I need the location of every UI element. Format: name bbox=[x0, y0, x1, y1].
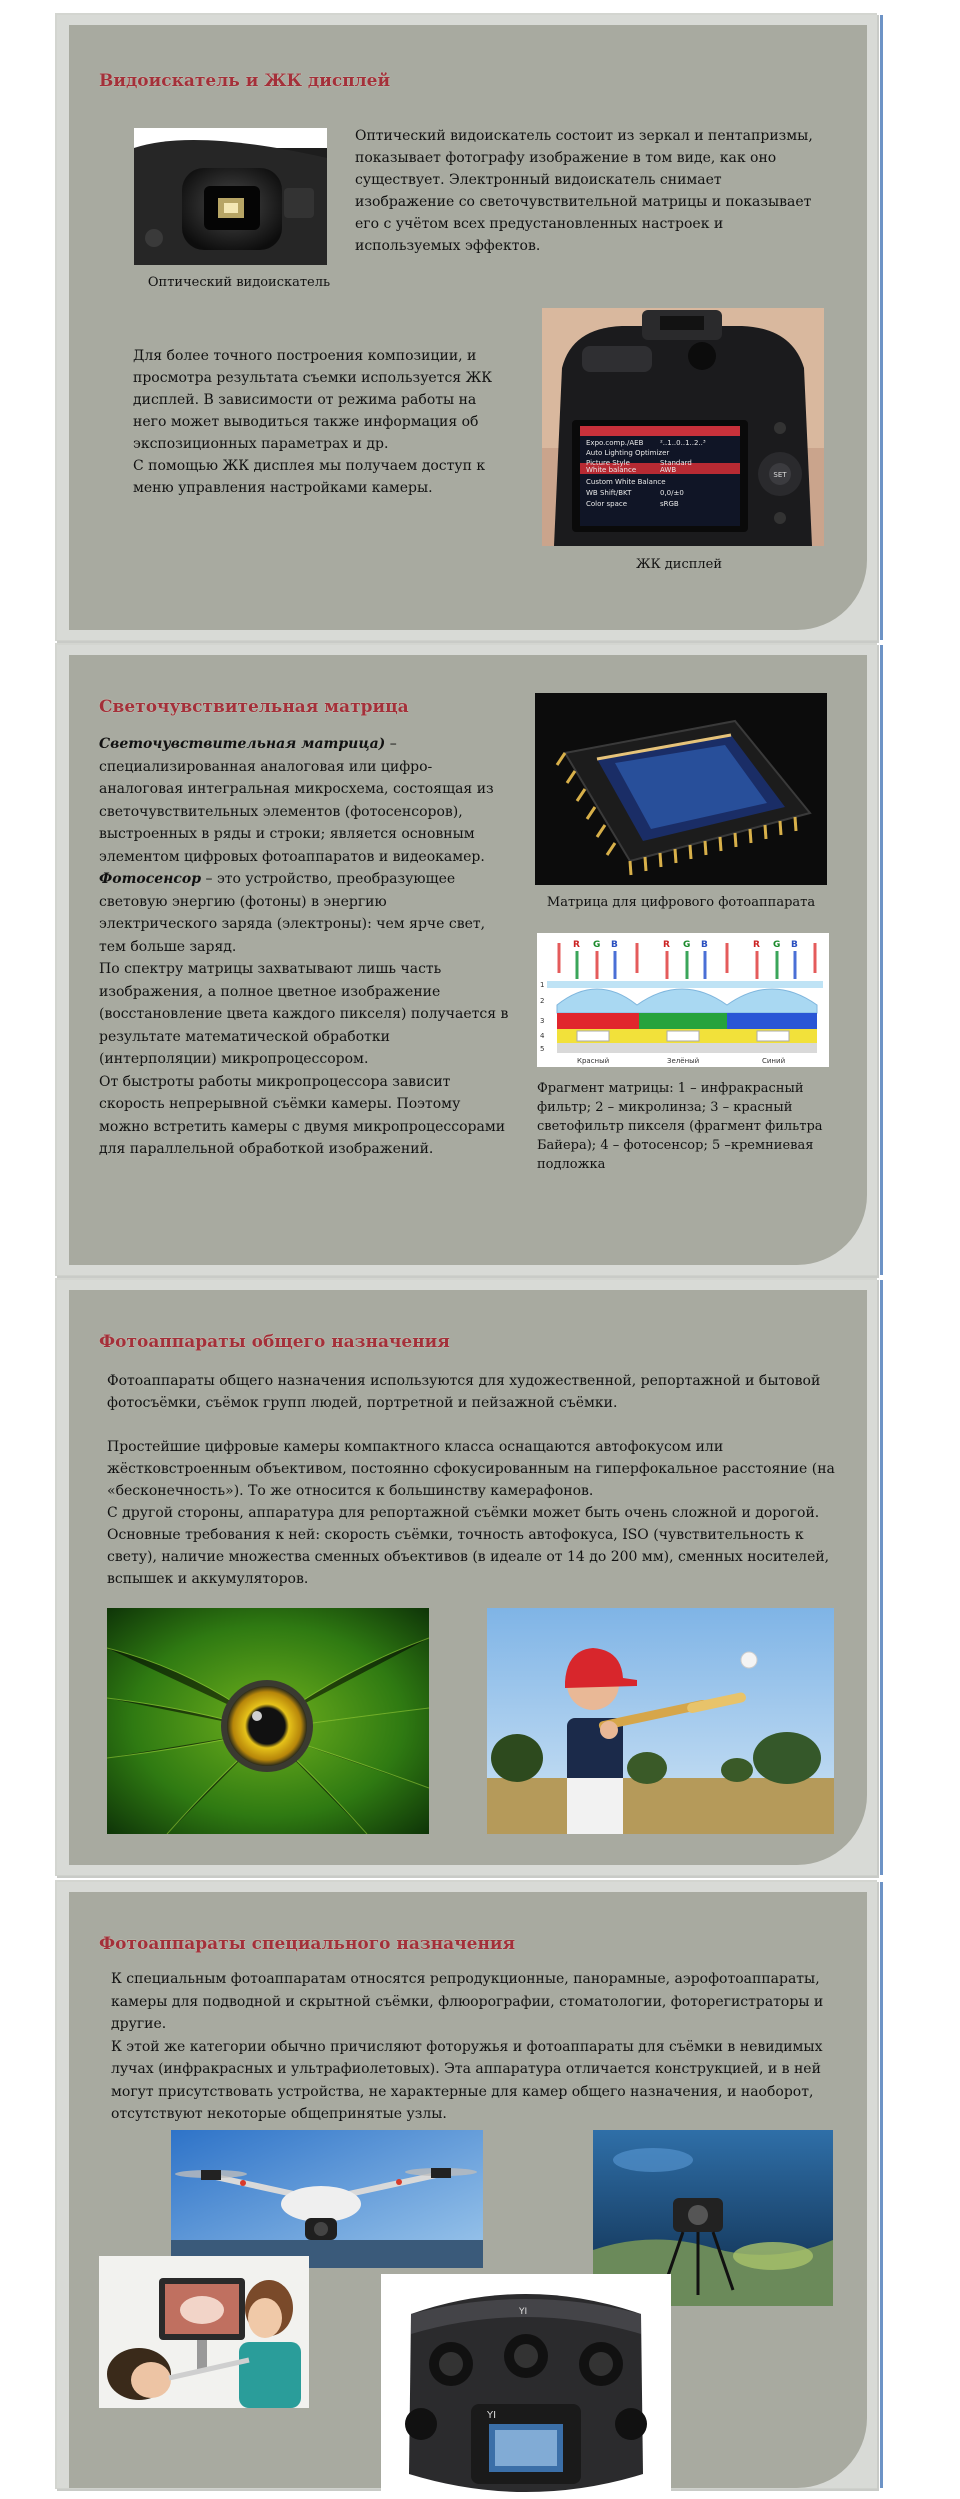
pixel-label: Красный bbox=[577, 1057, 610, 1065]
slide-sensor bbox=[55, 643, 877, 1276]
dental-camera-photo bbox=[99, 2256, 309, 2408]
layer-number: 4 bbox=[540, 1032, 545, 1040]
bayer-diagram bbox=[537, 933, 829, 1067]
ray-letter: G bbox=[773, 940, 781, 950]
sensor-definition bbox=[99, 733, 509, 868]
ray-letter: B bbox=[701, 940, 708, 950]
ray-letter: R bbox=[663, 940, 670, 950]
lcd-menu-value: Standard bbox=[660, 459, 692, 467]
ray-letter: R bbox=[573, 940, 580, 950]
slide-edge bbox=[880, 15, 883, 640]
layer-number: 3 bbox=[540, 1017, 545, 1025]
lcd-menu-row: Custom White Balance bbox=[586, 478, 666, 486]
slide-title: Фотоаппараты специального назначения bbox=[99, 1934, 516, 1954]
lcd-menu-row: Picture Style bbox=[586, 459, 630, 467]
rig-brand: YI bbox=[487, 2410, 497, 2421]
def-matrix: – специализированная аналоговая или цифро-аналоговая интегральная микросхема, состоящая из светочувствительных элементов (фотосенсоров), выстроенных в ряды и строки; является основным элементом цифровых фотоаппаратов и видеокамер. bbox=[99, 736, 494, 865]
slide-title: Светочувствительная матрица bbox=[99, 697, 409, 717]
sensor-text bbox=[99, 733, 509, 1161]
lcd-menu-row: White balance bbox=[586, 466, 637, 474]
special-paragraph-1: К специальным фотоаппаратам относятся репродукционные, панорамные, аэрофотоаппараты, камеры для подводной и скрытной съёмки, флюорографии, стоматологии, фоторегистраторы и другие. bbox=[111, 1971, 824, 2032]
photosensor-definition bbox=[99, 868, 509, 958]
viewfinder-paragraph: Оптический видоискатель состоит из зеркал и пентапризмы, показывает фотографу изображение в том виде, как оно существует. Электронный видоискатель снимает изображение со светочувствительной матрицы и показывает его с учётом всех предустановленных настроек и используемых эффектов. bbox=[355, 128, 813, 254]
slide-general-cameras bbox=[55, 1278, 877, 1876]
slide-title: Фотоаппараты общего назначения bbox=[99, 1332, 450, 1352]
lcd-paragraph: Для более точного построения композиции, и просмотра результата съемки используется ЖК дисплей. В зависимости от режима работы на него может выводиться также информация об экспозиционных параметрах и др. bbox=[133, 348, 493, 452]
spacer bbox=[107, 1414, 852, 1436]
general-paragraph-1: Фотоаппараты общего назначения используются для художественной, репортажной и бытовой фотосъёмки, съёмок групп людей, портретной и пейзажной съёмки. bbox=[107, 1373, 821, 1411]
lcd-menu-row: WB Shift/BKT bbox=[586, 489, 632, 497]
lcd-menu-row: Expo.comp./AEB bbox=[586, 439, 644, 447]
lcd-paragraph-2: С помощью ЖК дисплея мы получаем доступ к меню управления настройками камеры. bbox=[133, 458, 486, 496]
lcd-menu-row: Color space bbox=[586, 500, 628, 508]
bayer-caption: Фрагмент матрицы: 1 – инфракрасный фильтр; 2 – микролинза; 3 – красный светофильтр пикселя (фрагмент фильтра Байера); 4 – фотосенсор; 5 –кремниевая подложка bbox=[537, 1081, 823, 1172]
spectrum-paragraph: По спектру матрицы захватывают лишь часть изображения, а полное цветное изображение (восстановление цвета каждого пикселя) получается в результате математической обработки (интерполяции) микропроцессором. bbox=[99, 961, 509, 1067]
lcd-camera-photo bbox=[542, 308, 824, 546]
slide-edge bbox=[880, 645, 883, 1275]
ray-letter: B bbox=[611, 940, 618, 950]
lcd-menu-value: AWB bbox=[660, 466, 677, 474]
slide-special-cameras bbox=[55, 1880, 877, 2489]
rig-brand-top: YI bbox=[519, 2307, 528, 2317]
360-rig-photo bbox=[381, 2274, 671, 2499]
slide-frame bbox=[69, 655, 867, 1265]
general-text bbox=[107, 1370, 852, 1590]
slide-title: Видоискатель и ЖК дисплей bbox=[99, 71, 391, 91]
slide-edge bbox=[880, 1882, 883, 2488]
general-paragraph-3: С другой стороны, аппаратура для репортажной съёмки может быть очень сложной и дорогой. Основные требования к ней: скорость съёмки, точность автофокуса, ISO (чувствительность к свету), наличие множества сменных объективов (в идеале от 14 до 200 мм), сменных носителей, вспышек и аккумуляторов. bbox=[107, 1505, 830, 1587]
lcd-menu-row: Auto Lighting Optimizer bbox=[586, 449, 670, 457]
layer-number: 5 bbox=[540, 1045, 545, 1053]
sensor-chip-photo bbox=[535, 693, 827, 885]
layer-number: 2 bbox=[540, 997, 545, 1005]
slide-viewfinder-lcd bbox=[55, 13, 877, 641]
slide-frame bbox=[69, 1290, 867, 1865]
slide-frame bbox=[69, 1892, 867, 2488]
viewfinder-text bbox=[355, 125, 825, 257]
set-button-label: SET bbox=[773, 471, 787, 479]
lcd-menu-value: 0,0/±0 bbox=[660, 489, 684, 497]
term-photosensor: Фотосенсор bbox=[99, 871, 202, 887]
ray-letter: G bbox=[683, 940, 691, 950]
slide-edge bbox=[880, 1280, 883, 1875]
baseball-kid-photo bbox=[487, 1608, 834, 1834]
general-paragraph-2: Простейшие цифровые камеры компактного класса оснащаются автофокусом или жёстковстроенным объективом, постоянно сфокусированным на гиперфокальное расстояние (на «бесконечность»). То же относится к большинству камерафонов. bbox=[107, 1439, 835, 1499]
pixel-label: Синий bbox=[762, 1057, 786, 1065]
sensor-caption: Матрица для цифрового фотоаппарата bbox=[546, 895, 816, 910]
parrot-eye-photo bbox=[107, 1608, 429, 1834]
viewfinder-photo bbox=[134, 128, 327, 265]
slide-frame bbox=[69, 25, 867, 630]
special-text bbox=[111, 1968, 851, 2126]
layer-number: 1 bbox=[540, 981, 545, 989]
special-paragraph-2: К этой же категории обычно причисляют фоторужья и фотоаппараты для съёмки в невидимых лучах (инфракрасных и ультрафиолетовых). Эта аппаратура отличается конструкцией, и в ней могут присутствовать устройства, не характерные для камер общего назначения, и наоборот, отсутствуют некоторые общепринятые узлы. bbox=[111, 2038, 823, 2122]
viewfinder-caption: Оптический видоискатель bbox=[147, 275, 331, 290]
lcd-menu-value: sRGB bbox=[660, 500, 679, 508]
processor-paragraph: От быстроты работы микропроцессора зависит скорость непрерывной съёмки камеры. Поэтому можно встретить камеры с двумя микропроцессорами для параллельной обработкой изображений. bbox=[99, 1073, 506, 1157]
term-matrix: Светочувствительная матрица) bbox=[99, 736, 386, 752]
pixel-label: Зелёный bbox=[667, 1057, 700, 1065]
lcd-menu-value: ²..1..0..1..2..³ bbox=[660, 439, 706, 447]
ray-letter: G bbox=[593, 940, 601, 950]
ray-letter: B bbox=[791, 940, 798, 950]
drone-photo bbox=[171, 2130, 483, 2268]
lcd-text bbox=[133, 345, 513, 499]
lcd-caption: ЖК дисплей bbox=[635, 557, 723, 572]
ray-letter: R bbox=[753, 940, 760, 950]
def-photosensor: – это устройство, преобразующее световую энергию (фотоны) в энергию электрического заряда (электроны): чем ярче свет, тем больше заряд. bbox=[99, 871, 486, 955]
